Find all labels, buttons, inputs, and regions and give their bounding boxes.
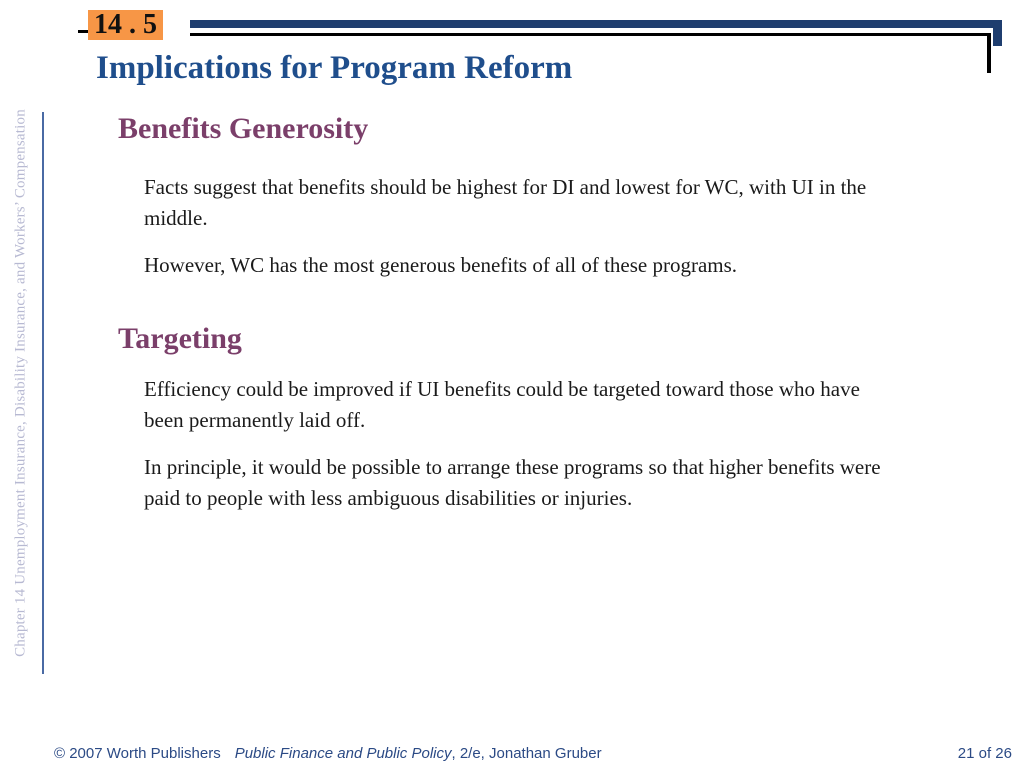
page-title: Implications for Program Reform <box>96 50 573 86</box>
bullet-text: Efficiency could be improved if UI benefits could be targeted toward those who have been permanently laid off. <box>144 377 860 432</box>
copyright-text: © 2007 Worth Publishers <box>54 745 221 762</box>
header-bar <box>190 20 1002 28</box>
bullet-text: Facts suggest that benefits should be highest for DI and lowest for WC, with UI in the middle. <box>144 175 867 230</box>
header-rule-corner <box>987 33 991 73</box>
bullet-text: However, WC has the most generous benefits of all of these programs. <box>144 253 738 277</box>
bullet-text: In principle, it would be possible to arrange these programs so that higher benefits were paid to people with less ambiguous disabilities or injuries. <box>144 455 881 510</box>
book-title: Public Finance and Public Policy <box>234 745 452 762</box>
page-number: 21 of 26 <box>957 745 1012 762</box>
chapter-label-text: Chapter 14 Unemployment Insurance, Disability Insurance, and Workers’ Compensation <box>12 109 29 657</box>
header-bar-corner <box>993 20 1002 46</box>
side-chapter-label <box>0 0 40 768</box>
heading-benefits-generosity: Benefits Generosity <box>118 112 369 145</box>
header-rule <box>190 33 990 36</box>
footer <box>0 745 1024 767</box>
book-edition-author: , 2/e, Jonathan Gruber <box>451 745 602 762</box>
slide-content <box>118 108 898 514</box>
heading-targeting: Targeting <box>118 322 242 355</box>
section-number-badge: 14 . 5 <box>88 10 163 40</box>
footer-credit <box>54 745 602 762</box>
side-divider <box>42 112 44 674</box>
